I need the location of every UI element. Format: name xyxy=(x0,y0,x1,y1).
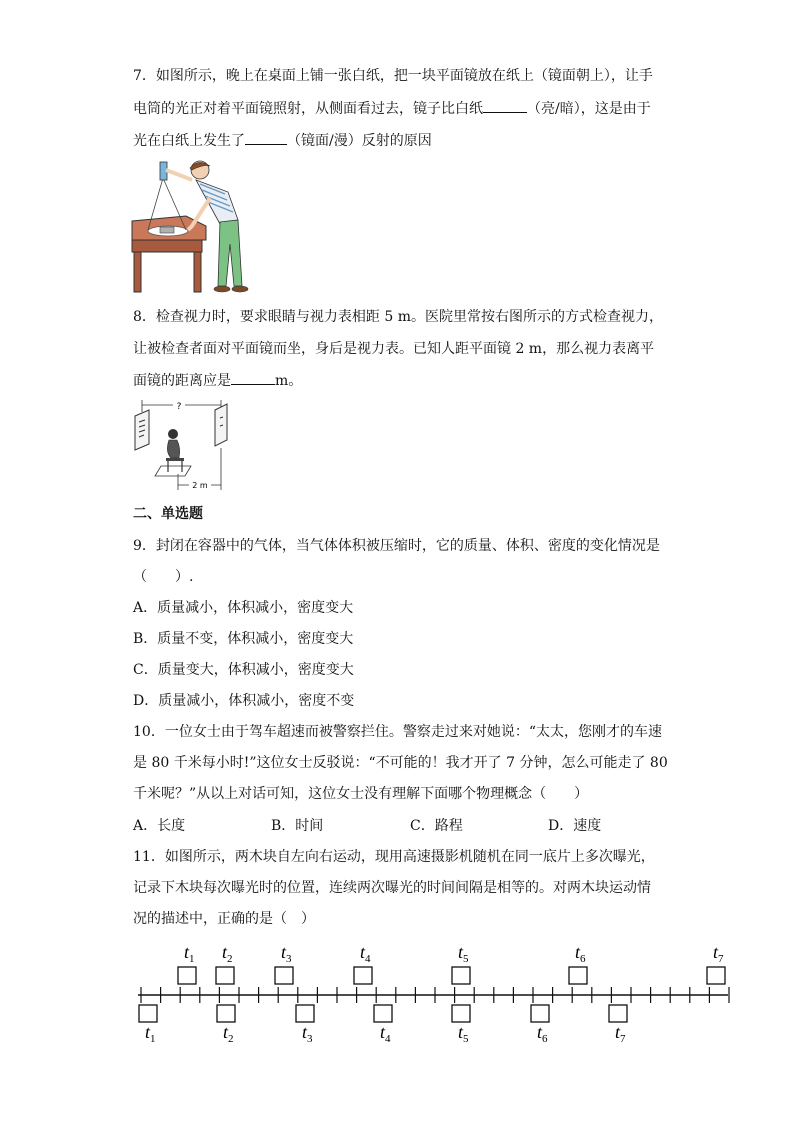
upper-block xyxy=(569,967,587,984)
q8-line2: 让被检查者面对平面镜而坐，身后是视力表。已知人距平面镜 2 m，那么视力表离平 xyxy=(133,341,655,357)
chair-seat xyxy=(166,458,184,461)
upper-block xyxy=(275,967,293,984)
q10-option-d[interactable]: D．速度 xyxy=(548,818,602,834)
lower-block xyxy=(139,1005,157,1022)
section-title: 二、单选题 xyxy=(133,506,203,522)
lower-block xyxy=(609,1005,627,1022)
lower-time-label: $t_3$ xyxy=(302,1022,313,1045)
upper-time-label: $t_1$ xyxy=(184,942,195,965)
q7-blank2 xyxy=(245,130,287,145)
lower-time-label: $t_4$ xyxy=(380,1022,391,1045)
table-edge xyxy=(132,240,202,252)
lower-block-exposures xyxy=(139,1005,627,1045)
question-mark-label: ? xyxy=(176,402,182,412)
q7-line2a: 电筒的光正对着平面镜照射，从侧面看过去，镜子比白纸 xyxy=(133,101,483,117)
q7-line1: 7．如图所示，晚上在桌面上铺一张白纸，把一块平面镜放在纸上（镜面朝上），让手 xyxy=(133,68,653,84)
lower-block xyxy=(296,1005,314,1022)
q10-line3: 千米呢？”从以上对话可知，这位女士没有理解下面哪个物理概念（ ） xyxy=(133,786,589,802)
q10-line2: 是 80 千米每小时!”这位女士反驳说：“不可能的！我才开了 7 分钟，怎么可能走了 80 xyxy=(133,755,668,771)
upper-block xyxy=(452,967,470,984)
boy-shoe-right xyxy=(232,286,248,292)
q8-line3 xyxy=(133,370,302,391)
q9-line1: 9．封闭在容器中的气体，当气体体积被压缩时，它的质量、体积、密度的变化情况是 xyxy=(133,538,660,554)
q7-line2 xyxy=(133,98,651,119)
q7-blank1 xyxy=(483,98,527,113)
eye-chart xyxy=(135,410,149,450)
lower-block xyxy=(217,1005,235,1022)
q11-line1: 11．如图所示，两木块自左向右运动，现用高速摄影机随机在同一底片上多次曝光， xyxy=(133,849,655,865)
person-head xyxy=(168,429,178,439)
boy-pants xyxy=(218,220,242,286)
lower-time-label: $t_5$ xyxy=(458,1022,469,1045)
boy-arm-raised xyxy=(166,170,192,180)
q10-option-a[interactable]: A．长度 xyxy=(133,818,186,834)
q10-option-c[interactable]: C．路程 xyxy=(410,818,463,834)
q9-option-d[interactable]: D．质量减小，体积减小，密度不变 xyxy=(133,693,355,709)
upper-block xyxy=(354,967,372,984)
lower-time-label: $t_7$ xyxy=(615,1022,626,1045)
q11-line3: 况的描述中，正确的是（ ） xyxy=(133,911,315,927)
q9-option-c[interactable]: C．质量变大，体积减小，密度变大 xyxy=(133,662,354,678)
q7-line3b: （镜面/漫）反射的原因 xyxy=(287,133,432,149)
lower-time-label: $t_1$ xyxy=(145,1022,156,1045)
upper-time-label: $t_4$ xyxy=(360,942,371,965)
q8-line3b: m。 xyxy=(275,373,303,389)
q8-blank xyxy=(231,370,275,385)
upper-time-label: $t_6$ xyxy=(575,942,586,965)
boy-shoe-left xyxy=(214,286,230,292)
upper-time-label: $t_5$ xyxy=(458,942,469,965)
mirror xyxy=(160,227,174,233)
q7-line3 xyxy=(133,130,432,151)
upper-block-exposures xyxy=(178,942,725,984)
q8-line3a: 面镜的距离应是 xyxy=(133,373,231,389)
q8-eye-test-figure xyxy=(133,396,233,492)
table-leg-right xyxy=(194,252,201,292)
upper-block xyxy=(178,967,196,984)
lower-time-label: $t_2$ xyxy=(223,1022,234,1045)
q8-line1: 8．检查视力时，要求眼睛与视力表相距 5 m。医院里常按右图所示的方式检查视力， xyxy=(133,309,663,325)
floor-mat xyxy=(155,466,191,476)
plane-mirror xyxy=(215,404,227,446)
q11-line2: 记录下木块每次曝光时的位置，连续两次曝光的时间间隔是相等的。对两木块运动情 xyxy=(133,880,651,896)
upper-time-label: $t_7$ xyxy=(713,942,724,965)
lower-time-label: $t_6$ xyxy=(537,1022,548,1045)
table-leg-left xyxy=(134,252,141,292)
q7-line2b: （亮/暗），这是由于 xyxy=(527,101,651,117)
q11-blocks-figure xyxy=(130,938,735,1058)
q7-flashlight-figure xyxy=(130,158,252,298)
lower-block xyxy=(374,1005,392,1022)
boy-shirt xyxy=(196,180,238,224)
lower-block xyxy=(452,1005,470,1022)
q9-option-b[interactable]: B．质量不变，体积减小，密度变大 xyxy=(133,631,354,647)
q10-option-b[interactable]: B．时间 xyxy=(271,818,324,834)
upper-time-label: $t_3$ xyxy=(281,942,292,965)
distance-label: 2 m xyxy=(192,481,208,490)
upper-time-label: $t_2$ xyxy=(222,942,233,965)
q9-line2: （ ）. xyxy=(133,569,194,585)
q7-line3a: 光在白纸上发生了 xyxy=(133,133,245,149)
lower-block xyxy=(531,1005,549,1022)
q9-option-a[interactable]: A．质量减小，体积减小，密度变大 xyxy=(133,600,354,616)
q10-line1: 10．一位女士由于驾车超速而被警察拦住。警察走过来对她说：“太太，您刚才的车速 xyxy=(133,724,662,740)
upper-block xyxy=(707,967,725,984)
upper-block xyxy=(216,967,234,984)
person-body xyxy=(167,440,179,458)
